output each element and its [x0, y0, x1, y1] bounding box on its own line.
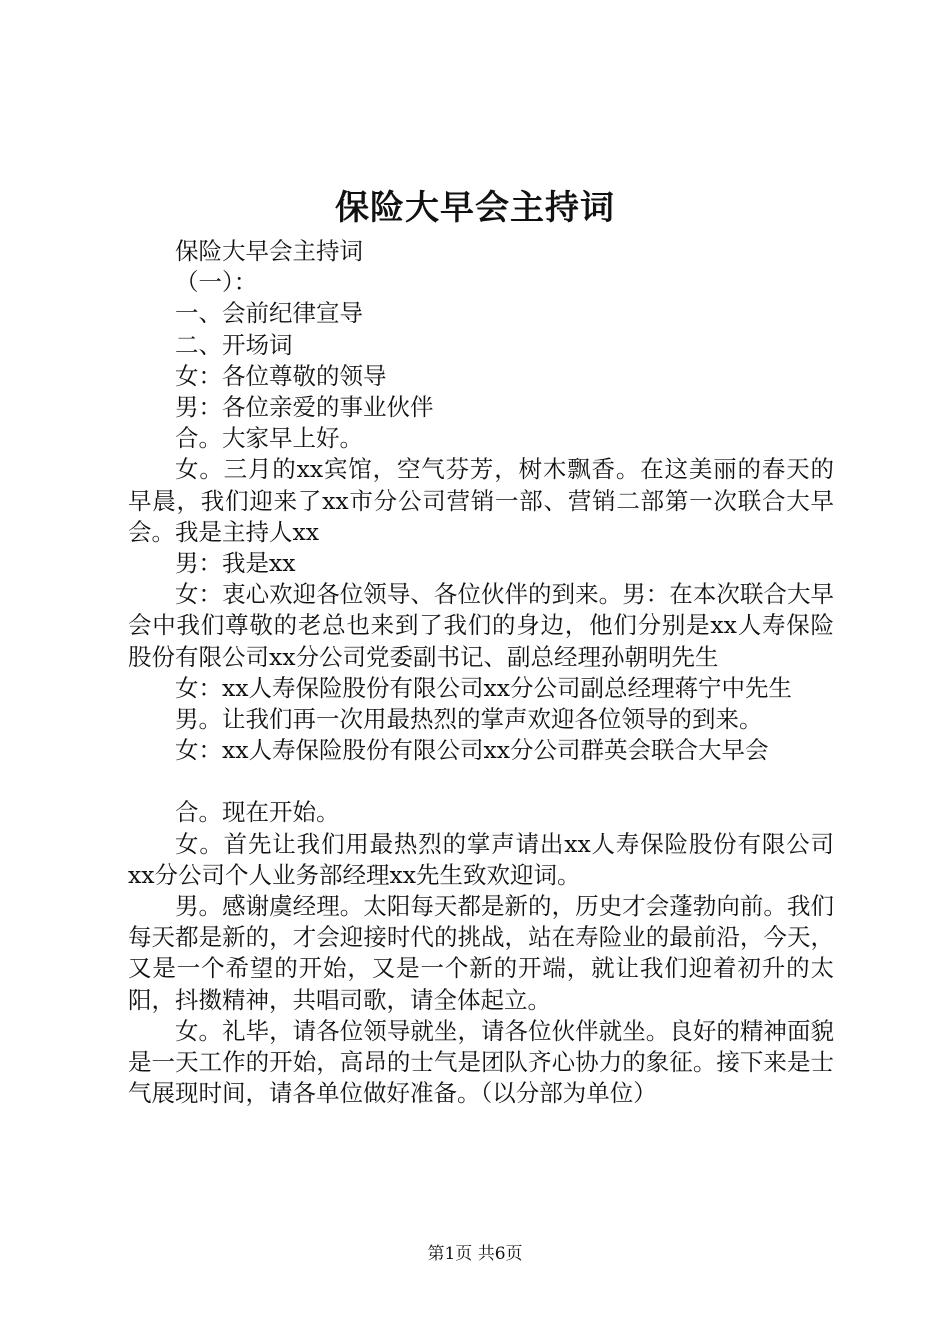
paragraph-gap — [128, 766, 834, 797]
paragraph: 男。让我们再一次用最热烈的掌声欢迎各位领导的到来。 — [175, 705, 763, 734]
page-footer: 第1页 共6页 — [427, 1244, 523, 1264]
paragraph: 女。三月的xx宾馆，空气芬芳，树木飘香。在这美丽的春天的早晨，我们迎来了xx市分公司营销一部、营销二部第一次联合大早会。我是主持人xx — [128, 455, 834, 546]
document-title: 保险大早会主持词 — [335, 188, 615, 228]
paragraph: 女：xx人寿保险股份有限公司xx分公司群英会联合大早会 — [175, 736, 769, 765]
paragraph: 女：衷心欢迎各位领导、各位伙伴的到来。男：在本次联合大早会中我们尊敬的老总也来到了我们的身边，他们分别是xx人寿保险股份有限公司xx分公司党委副书记、副总经理孙朝明先生 — [128, 580, 834, 671]
paragraph: 合。大家早上好。 — [175, 424, 363, 453]
paragraph: （一）： — [175, 268, 258, 297]
document-body — [128, 236, 834, 1109]
paragraph: 女。礼毕，请各位领导就坐，请各位伙伴就坐。良好的精神面貌是一天工作的开始，高昂的士气是团队齐心协力的象征。接下来是士气展现时间，请各单位做好准备。（以分部为单位） — [128, 1016, 834, 1108]
paragraph: 一、会前纪律宣导 — [175, 299, 363, 328]
paragraph: 保险大早会主持词 — [175, 237, 363, 265]
paragraph: 合。现在开始。 — [175, 798, 340, 827]
paragraph: 男：各位亲爱的事业伙伴 — [175, 393, 434, 422]
paragraph: 二、开场词 — [175, 330, 293, 359]
paragraph: 男。感谢虞经理。太阳每天都是新的，历史才会蓬勃向前。我们每天都是新的，才会迎接时代的挑战，站在寿险业的最前沿，今天，又是一个希望的开始，又是一个新的开端，就让我们迎着初升的太阳，抖擞精神，共唱司歌，请全体起立。 — [128, 892, 834, 1014]
paragraph: 男：我是xx — [175, 549, 296, 578]
paragraph: 女。首先让我们用最热烈的掌声请出xx人寿保险股份有限公司xx分公司个人业务部经理xx先生致欢迎词。 — [128, 829, 834, 889]
paragraph: 女：xx人寿保险股份有限公司xx分公司副总经理蒋宁中先生 — [175, 673, 793, 702]
paragraph: 女：各位尊敬的领导 — [175, 361, 387, 390]
